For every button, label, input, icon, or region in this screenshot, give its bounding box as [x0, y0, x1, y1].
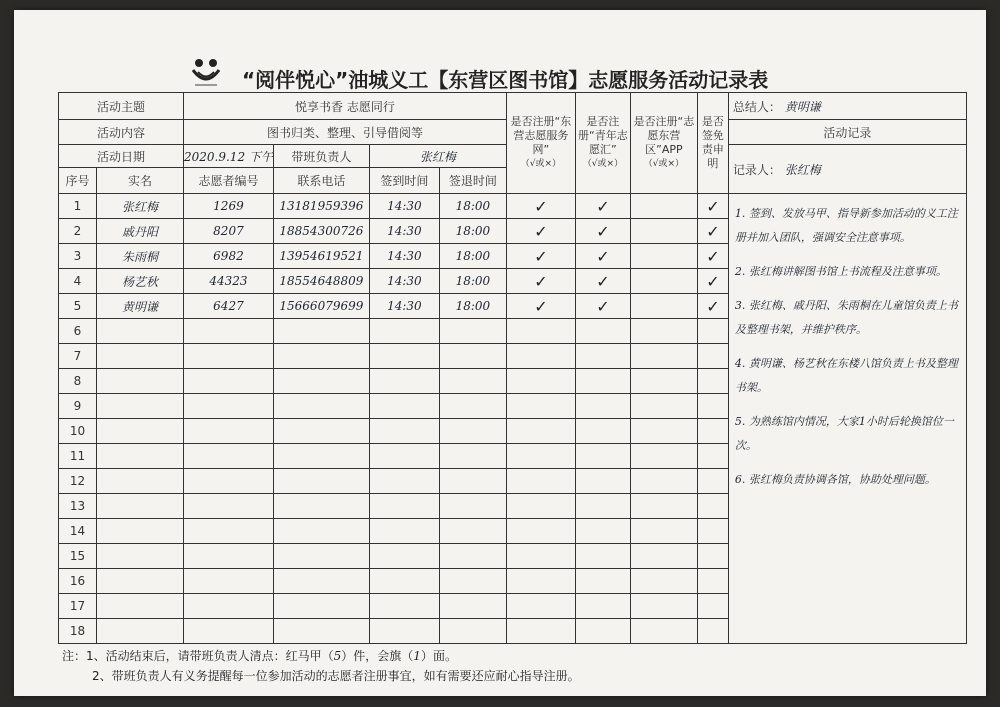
q2-check-cell — [575, 594, 630, 619]
q4-check-cell: ✓ — [697, 219, 728, 244]
q1-check-cell: ✓ — [506, 219, 575, 244]
sign-in-cell — [369, 344, 439, 369]
q3-check-cell — [630, 319, 697, 344]
vol-no-cell — [184, 344, 274, 369]
q3-check-cell — [630, 294, 697, 319]
q4-check-cell: ✓ — [697, 194, 728, 219]
q1-check-cell: ✓ — [506, 244, 575, 269]
sign-out-cell: 18:00 — [439, 269, 506, 294]
sign-in-cell — [369, 394, 439, 419]
sign-out-cell — [439, 594, 506, 619]
sign-in-cell: 14:30 — [369, 294, 439, 319]
summarizer-signature: 黄明谦 — [784, 99, 821, 114]
record-line: 4. 黄明谦、杨艺秋在东楼八馆负责上书及整理书架。 — [734, 357, 958, 394]
q2-check-cell — [575, 519, 630, 544]
phone-cell: 15666079699 — [273, 294, 369, 319]
q2-check-cell: ✓ — [575, 219, 630, 244]
name-header: 实名 — [97, 168, 184, 194]
q3-check-cell — [630, 494, 697, 519]
phone-cell — [273, 319, 369, 344]
q1-check-cell — [506, 444, 575, 469]
seq-cell: 5 — [59, 294, 97, 319]
sign-out-cell: 18:00 — [439, 244, 506, 269]
recorder-signature: 张红梅 — [784, 162, 821, 177]
sign-in-cell — [369, 469, 439, 494]
vol-no-cell — [184, 494, 274, 519]
sign-in-cell — [369, 419, 439, 444]
name-cell: 杨艺秋 — [97, 269, 184, 294]
q2-check-cell: ✓ — [575, 194, 630, 219]
q2-check-cell — [575, 494, 630, 519]
phone-cell: 13181959396 — [273, 194, 369, 219]
name-cell — [97, 444, 184, 469]
q3-check-cell — [630, 269, 697, 294]
volunteer-logo-icon — [189, 54, 223, 88]
q4-check-cell — [697, 444, 728, 469]
phone-cell — [273, 544, 369, 569]
seq-cell: 10 — [59, 419, 97, 444]
sign-out-cell — [439, 394, 506, 419]
seq-cell: 4 — [59, 269, 97, 294]
q4-check-cell — [697, 369, 728, 394]
q1-check-cell: ✓ — [506, 194, 575, 219]
sign-out-header: 签退时间 — [439, 168, 506, 194]
leader-value: 张红梅 — [369, 145, 506, 168]
sign-out-cell — [439, 469, 506, 494]
name-cell — [97, 569, 184, 594]
sign-out-cell — [439, 344, 506, 369]
date-label: 活动日期 — [59, 145, 184, 168]
recorder-cell: 记录人： 张红梅 — [728, 145, 966, 194]
seq-cell: 9 — [59, 394, 97, 419]
q4-check-cell — [697, 569, 728, 594]
phone-cell — [273, 394, 369, 419]
seq-cell: 12 — [59, 469, 97, 494]
phone-cell — [273, 419, 369, 444]
q3-check-cell — [630, 469, 697, 494]
q1-check-cell — [506, 469, 575, 494]
seq-cell: 2 — [59, 219, 97, 244]
q4-check-cell — [697, 344, 728, 369]
name-cell — [97, 494, 184, 519]
sign-in-cell — [369, 519, 439, 544]
q3-check-cell — [630, 594, 697, 619]
sign-out-cell: 18:00 — [439, 294, 506, 319]
q2-check-cell: ✓ — [575, 294, 630, 319]
phone-cell: 18554648809 — [273, 269, 369, 294]
seq-cell: 15 — [59, 544, 97, 569]
q4-check-cell — [697, 544, 728, 569]
sign-out-cell — [439, 544, 506, 569]
sign-out-cell — [439, 619, 506, 644]
q3-check-cell — [630, 244, 697, 269]
vol-no-cell: 1269 — [184, 194, 274, 219]
sign-in-header: 签到时间 — [369, 168, 439, 194]
sign-in-cell: 14:30 — [369, 269, 439, 294]
phone-cell: 13954619521 — [273, 244, 369, 269]
record-line: 2. 张红梅讲解图书馆上书流程及注意事项。 — [734, 265, 947, 278]
q1-check-cell — [506, 519, 575, 544]
seq-cell: 8 — [59, 369, 97, 394]
q2-check-cell — [575, 544, 630, 569]
record-line: 1. 签到、发放马甲、指导新参加活动的义工注册并加入团队，强调安全注意事项。 — [734, 207, 958, 244]
activity-record-text — [728, 194, 966, 644]
q2-check-cell — [575, 469, 630, 494]
sign-out-cell — [439, 369, 506, 394]
q4-check-cell — [697, 394, 728, 419]
seq-cell: 14 — [59, 519, 97, 544]
q4-check-cell — [697, 594, 728, 619]
phone-cell — [273, 569, 369, 594]
phone-cell — [273, 619, 369, 644]
q3-check-cell — [630, 369, 697, 394]
q3-check-cell — [630, 219, 697, 244]
q3-check-cell — [630, 444, 697, 469]
q1-check-cell — [506, 594, 575, 619]
record-line: 6. 张红梅负责协调各馆，协助处理问题。 — [734, 473, 936, 486]
vol-no-cell — [184, 594, 274, 619]
q2-check-cell: ✓ — [575, 269, 630, 294]
q2-check-cell — [575, 569, 630, 594]
q2-check-cell — [575, 319, 630, 344]
vol-no-cell — [184, 619, 274, 644]
phone-header: 联系电话 — [273, 168, 369, 194]
phone-cell — [273, 494, 369, 519]
q4-check-cell — [697, 419, 728, 444]
sign-in-cell — [369, 319, 439, 344]
name-cell — [97, 544, 184, 569]
vol-no-cell: 8207 — [184, 219, 274, 244]
vol-no-cell — [184, 319, 274, 344]
name-cell: 黄明谦 — [97, 294, 184, 319]
vol-no-cell — [184, 569, 274, 594]
q1-check-cell — [506, 494, 575, 519]
q4-check-cell — [697, 319, 728, 344]
table-row — [59, 194, 967, 219]
q4-check-cell: ✓ — [697, 294, 728, 319]
seq-cell: 3 — [59, 244, 97, 269]
date-value: 2020.9.12 下午 — [184, 145, 274, 168]
sign-in-cell — [369, 444, 439, 469]
q1-check-cell — [506, 319, 575, 344]
name-cell — [97, 419, 184, 444]
seq-cell: 1 — [59, 194, 97, 219]
phone-cell — [273, 594, 369, 619]
vol-no-cell — [184, 419, 274, 444]
q1-check-cell — [506, 344, 575, 369]
q4-check-cell — [697, 469, 728, 494]
q1-check-cell — [506, 394, 575, 419]
q1-check-cell — [506, 544, 575, 569]
seq-cell: 6 — [59, 319, 97, 344]
q2-header: 是否注册“青年志愿汇” （√或×） — [575, 93, 630, 194]
q4-check-cell — [697, 494, 728, 519]
q4-check-cell — [697, 619, 728, 644]
vol-no-cell — [184, 394, 274, 419]
q3-check-cell — [630, 344, 697, 369]
seq-header: 序号 — [59, 168, 97, 194]
sign-out-cell — [439, 569, 506, 594]
name-cell — [97, 394, 184, 419]
record-line: 3. 张红梅、戚丹阳、朱雨桐在儿童馆负责上书及整理书架，并维护秩序。 — [734, 299, 958, 336]
sign-in-cell — [369, 619, 439, 644]
sign-out-cell — [439, 519, 506, 544]
seq-cell: 18 — [59, 619, 97, 644]
q1-header: 是否注册“东营志愿服务网” （√或×） — [506, 93, 575, 194]
sign-out-cell: 18:00 — [439, 219, 506, 244]
q2-check-cell — [575, 369, 630, 394]
name-cell — [97, 369, 184, 394]
content-label: 活动内容 — [59, 120, 184, 145]
q1-check-cell — [506, 369, 575, 394]
seq-cell: 16 — [59, 569, 97, 594]
q2-check-cell — [575, 344, 630, 369]
vol-no-cell — [184, 544, 274, 569]
phone-cell — [273, 369, 369, 394]
name-cell — [97, 519, 184, 544]
name-cell: 戚丹阳 — [97, 219, 184, 244]
sign-in-cell — [369, 569, 439, 594]
q4-header: 是否签免责申明 — [697, 93, 728, 194]
sign-out-cell: 18:00 — [439, 194, 506, 219]
vol-no-cell: 6982 — [184, 244, 274, 269]
name-cell — [97, 469, 184, 494]
vol-no-cell — [184, 369, 274, 394]
q1-check-cell: ✓ — [506, 269, 575, 294]
record-sheet — [14, 10, 986, 696]
q3-check-cell — [630, 569, 697, 594]
vol-no-cell: 44323 — [184, 269, 274, 294]
name-cell — [97, 319, 184, 344]
form-title: “阅伴悦心”油城义工【东营区图书馆】志愿服务活动记录表 — [242, 68, 769, 92]
q3-header: 是否注册“志愿东营区”APP （√或×） — [630, 93, 697, 194]
q2-check-cell — [575, 444, 630, 469]
q3-check-cell — [630, 194, 697, 219]
q1-check-cell — [506, 569, 575, 594]
sign-in-cell: 14:30 — [369, 244, 439, 269]
topic-label: 活动主题 — [59, 93, 184, 120]
q3-check-cell — [630, 544, 697, 569]
phone-cell: 18854300726 — [273, 219, 369, 244]
sign-in-cell: 14:30 — [369, 219, 439, 244]
q3-check-cell — [630, 419, 697, 444]
summarizer-cell: 总结人： 黄明谦 — [728, 93, 966, 120]
name-cell — [97, 619, 184, 644]
note-2: 2、带班负责人有义务提醒每一位参加活动的志愿者注册事宜，如有需要还应耐心指导注册。 — [92, 669, 580, 683]
q2-check-cell: ✓ — [575, 244, 630, 269]
seq-cell: 13 — [59, 494, 97, 519]
sign-out-cell — [439, 494, 506, 519]
name-cell — [97, 594, 184, 619]
q1-check-cell — [506, 419, 575, 444]
footnotes — [62, 646, 580, 686]
sign-out-cell — [439, 444, 506, 469]
sign-in-cell — [369, 494, 439, 519]
name-cell — [97, 344, 184, 369]
seq-cell: 11 — [59, 444, 97, 469]
name-cell: 张红梅 — [97, 194, 184, 219]
seq-cell: 17 — [59, 594, 97, 619]
vol-no-header: 志愿者编号 — [184, 168, 274, 194]
q4-check-cell: ✓ — [697, 269, 728, 294]
note-1: 注：1、活动结束后，请带班负责人清点：红马甲（5）件，会旗（1）面。 — [62, 649, 457, 663]
q3-check-cell — [630, 619, 697, 644]
sign-out-cell — [439, 419, 506, 444]
q2-check-cell — [575, 419, 630, 444]
sign-in-cell — [369, 594, 439, 619]
phone-cell — [273, 344, 369, 369]
vol-no-cell — [184, 519, 274, 544]
q2-check-cell — [575, 619, 630, 644]
content-value: 图书归类、整理、引导借阅等 — [184, 120, 507, 145]
vol-no-cell: 6427 — [184, 294, 274, 319]
seq-cell: 7 — [59, 344, 97, 369]
volunteer-table — [58, 92, 967, 644]
record-line: 5. 为熟练馆内情况，大家1小时后轮换馆位一次。 — [734, 415, 954, 452]
phone-cell — [273, 519, 369, 544]
vol-no-cell — [184, 469, 274, 494]
q3-check-cell — [630, 394, 697, 419]
sign-in-cell: 14:30 — [369, 194, 439, 219]
vol-no-cell — [184, 444, 274, 469]
phone-cell — [273, 444, 369, 469]
q4-check-cell — [697, 519, 728, 544]
topic-value: 悦享书香 志愿同行 — [184, 93, 507, 120]
sign-out-cell — [439, 319, 506, 344]
record-header: 活动记录 — [728, 120, 966, 145]
sign-in-cell — [369, 544, 439, 569]
q3-check-cell — [630, 519, 697, 544]
phone-cell — [273, 469, 369, 494]
leader-label: 带班负责人 — [273, 145, 369, 168]
q1-check-cell — [506, 619, 575, 644]
q4-check-cell: ✓ — [697, 244, 728, 269]
q1-check-cell: ✓ — [506, 294, 575, 319]
sign-in-cell — [369, 369, 439, 394]
name-cell: 朱雨桐 — [97, 244, 184, 269]
q2-check-cell — [575, 394, 630, 419]
